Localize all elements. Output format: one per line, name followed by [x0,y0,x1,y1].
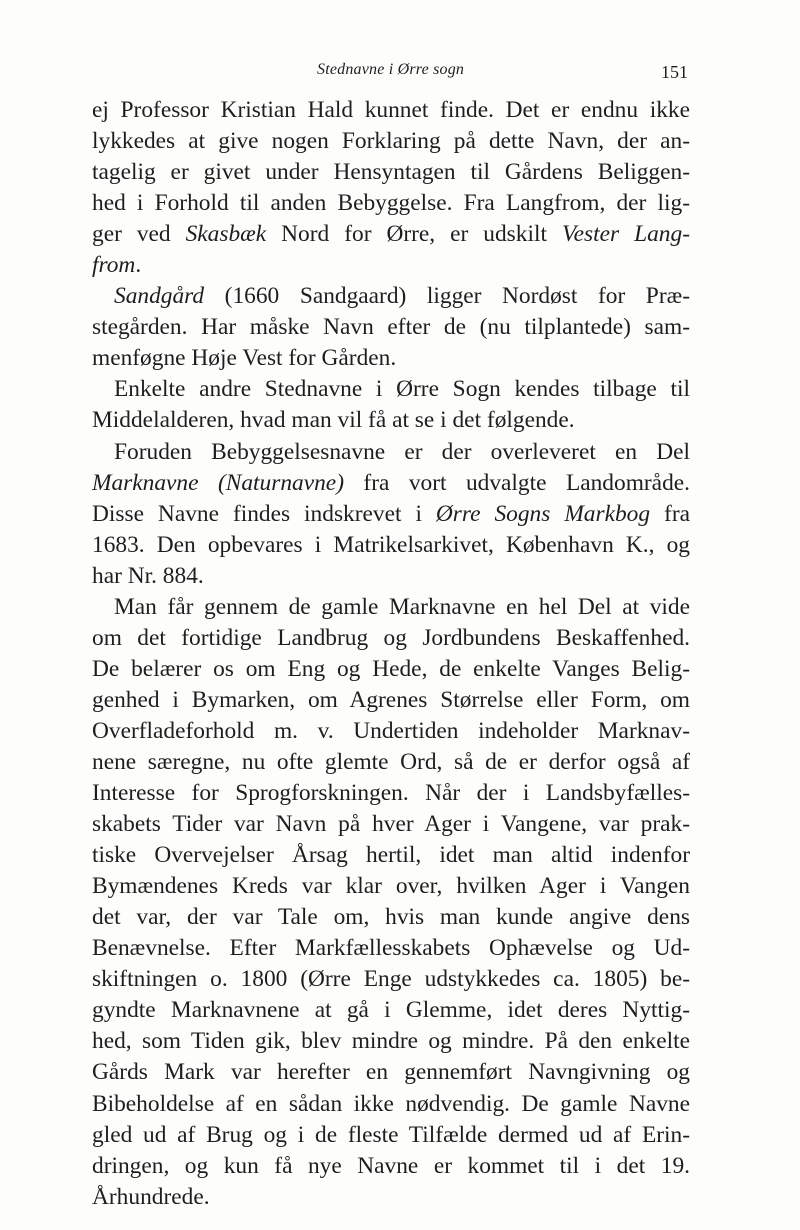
text-line [92,995,690,1026]
text-line [92,778,690,809]
text-run: ej Professor Kristian Hald kunnet finde. Det er endnu ikke [92,97,690,123]
italic-text: from [92,252,136,279]
text-run: (1660 Sandgaard) ligger Nordøst for Præ- [204,283,690,310]
text-line [92,530,690,561]
text-line [92,312,690,343]
text-line [92,157,690,188]
text-line [92,1151,690,1182]
text-line [92,716,690,747]
italic-text: Sandgård [114,283,205,310]
text-line [92,1120,690,1151]
text-run: Bibeholdelse af en sådan ikke nødvendig. De gamle Navne [92,1090,690,1117]
italic-text: Vester Lang- [561,221,690,248]
text-run: gyndte Marknavnene at gå i Glemme, idet deres Nyttig- [92,997,690,1024]
text-line [92,250,690,281]
body-text [92,95,690,1213]
text-line [92,809,690,840]
text-run: ger ved [92,221,186,248]
text-run: De belærer os om Eng og Hede, de enkelte Vanges Belig- [92,655,690,682]
text-line [92,405,690,436]
text-run: dringen, og kun få nye Navne er kommet til i det 19. [92,1152,690,1179]
text-line [92,468,690,499]
text-run: Overfladeforhold m. v. Undertiden indeholder Marknav- [92,717,690,744]
text-run: Nord for Ørre, er udskilt [266,221,562,248]
text-line [92,437,690,468]
text-run: Benævnelse. Efter Markfællesskabets Ophævelse og Ud- [92,935,690,962]
running-head [92,61,688,89]
text-run: Interesse for Sprogforskningen. Når der i Landsbyfælles- [92,780,690,807]
text-run: gled ud af Brug og i de fleste Tilfælde dermed ud af Erin- [92,1121,690,1148]
text-run: Enkelte andre Stednavne i Ørre Sogn kendes tilbage til [114,376,690,403]
text-run: Man får gennem de gamle Marknavne en hel Del at vide [114,593,690,620]
text-line [92,1089,690,1120]
text-line [92,126,690,157]
text-run: hed, som Tiden gik, blev mindre og mindre. På den enkelte [92,1028,690,1055]
italic-text: Marknavne (Naturnavne) [92,469,344,496]
text-run: om det fortidige Landbrug og Jordbundens Beskaffenhed. [92,624,690,651]
text-line [92,561,690,592]
text-run: Disse Navne findes indskrevet i [92,500,436,527]
text-line [92,95,690,126]
text-run: Gårds Mark var herefter en gennemført Navngivning og [92,1059,690,1086]
text-run: menføgne Høje Vest for Gården. [92,345,397,372]
text-run: tiske Overvejelser Årsag hertil, idet man altid indenfor [92,842,690,869]
text-run: det var, der var Tale om, hvis man kunde angive dens [92,904,690,931]
text-line [92,964,690,995]
text-run: Bymændenes Kreds var klar over, hvilken Ager i Vangen [92,873,690,900]
text-line [92,499,690,530]
text-run: har Nr. 884. [92,562,204,589]
text-line [92,654,690,685]
text-line [92,933,690,964]
text-line [92,188,690,219]
text-line [92,592,690,623]
text-line [92,374,690,405]
italic-text: Ørre Sogns Markbog [435,500,651,527]
text-line [92,343,690,374]
text-run: tagelig er givet under Hensyntagen til Gårdens Beliggen- [92,159,690,186]
text-run: nene særegne, nu ofte glemte Ord, så de er derfor også af [92,748,690,775]
running-title: Stednavne i Ørre sogn [317,61,465,78]
text-run: lykkedes at give nogen Forklaring på dette Navn, der an- [92,128,690,155]
text-run: fra [650,500,690,527]
text-line [92,840,690,871]
text-run: 1683. Den opbevares i Matrikelsarkivet, København K., og [92,531,690,558]
text-run: hed i Forhold til anden Bebyggelse. Fra Langfrom, der lig- [92,190,690,217]
text-line [92,1057,690,1088]
text-run: Århundrede. [92,1183,210,1210]
text-line [92,1182,690,1213]
text-run: fra vort udvalgte Landområde. [343,469,690,496]
text-line [92,747,690,778]
text-run: . [135,252,142,279]
text-line [92,219,690,250]
text-run: genhed i Bymarken, om Agrenes Størrelse eller Form, om [92,686,690,713]
text-run: Middelalderen, hvad man vil få at se i det følgende. [92,407,575,434]
text-line [92,685,690,716]
text-line [92,871,690,902]
text-run: Foruden Bebyggelsesnavne er der overleveret en Del [114,438,690,465]
text-run: stegården. Har måske Navn efter de (nu tilplantede) sam- [92,314,690,341]
italic-text: Skasbæk [185,221,267,248]
text-line [92,281,690,312]
text-run: skiftningen o. 1800 (Ørre Enge udstykkedes ca. 1805) be- [92,966,690,993]
text-line [92,1026,690,1057]
page-number: 151 [661,62,688,82]
text-line [92,902,690,933]
text-run: skabets Tider var Navn på hver Ager i Vangene, var prak- [92,811,690,838]
text-line [92,623,690,654]
